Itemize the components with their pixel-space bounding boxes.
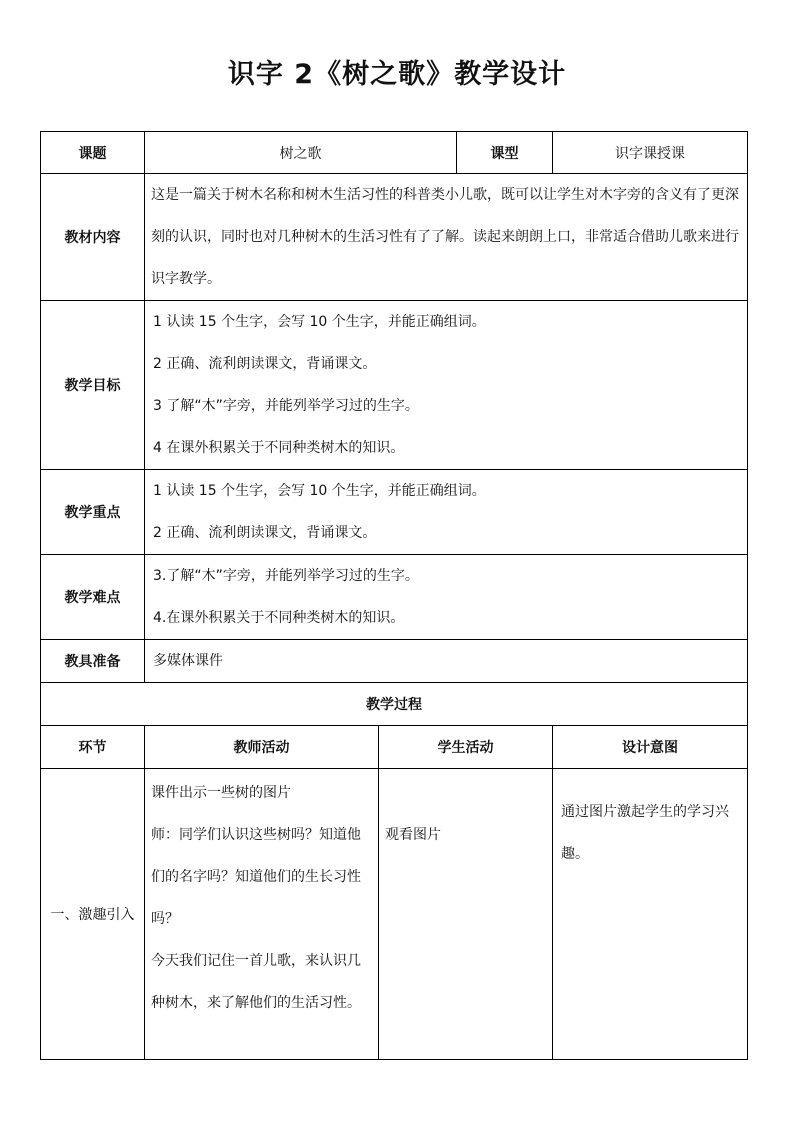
process-heading-row [41, 683, 748, 726]
key-points-label: 教学重点 [41, 470, 145, 555]
teacher-activity-line: 今天我们记住一首儿歌，来认识几种树木，来了解他们的生活习性。 [151, 953, 361, 1011]
process-row [41, 769, 748, 1060]
content-label: 教材内容 [41, 174, 145, 301]
student-activity-cell: 观看图片 [379, 769, 553, 1060]
goals-row [41, 301, 748, 470]
teacher-activity-line: 课件出示一些树的图片 [151, 785, 291, 801]
key-points-row [41, 470, 748, 555]
goal-item: 3 了解“木”字旁，并能列举学习过的生字。 [153, 398, 419, 414]
tools-row [41, 640, 748, 683]
goal-item: 1 认读 15 个生字，会写 10 个生字，并能正确组词。 [153, 314, 486, 330]
key-points-list [145, 470, 748, 555]
goal-item: 4 在课外积累关于不同种类树木的知识。 [153, 440, 405, 456]
type-label: 课型 [457, 132, 553, 174]
teacher-activity-cell [145, 769, 379, 1060]
tools-value: 多媒体课件 [145, 640, 748, 683]
lesson-plan-table [40, 131, 748, 1060]
teacher-activity-line: 师：同学们认识这些树吗？知道他们的名字吗？知道他们的生长习性吗？ [151, 827, 361, 927]
tools-label: 教具准备 [41, 640, 145, 683]
goals-list [145, 301, 748, 470]
difficulties-list [145, 555, 748, 640]
key-point-item: 1 认读 15 个生字，会写 10 个生字，并能正确组词。 [153, 483, 486, 499]
column-teacher: 教师活动 [145, 726, 379, 769]
column-stage: 环节 [41, 726, 145, 769]
topic-label: 课题 [41, 132, 145, 174]
key-point-item: 2 正确、流利朗读课文，背诵课文。 [153, 525, 377, 541]
difficulties-row [41, 555, 748, 640]
difficulty-item: 4.在课外积累关于不同种类树木的知识。 [153, 610, 405, 626]
column-intent: 设计意图 [553, 726, 748, 769]
process-heading: 教学过程 [41, 683, 748, 726]
topic-row [41, 132, 748, 174]
difficulties-label: 教学难点 [41, 555, 145, 640]
column-student: 学生活动 [379, 726, 553, 769]
content-text: 这是一篇关于树木名称和树木生活习性的科普类小儿歌，既可以让学生对木字旁的含义有了更深刻的认识，同时也对几种树木的生活习性有了了解。读起来朗朗上口，非常适合借助儿歌来进行识字教学。 [145, 174, 748, 301]
page-title: 识字 2《树之歌》教学设计 [227, 59, 567, 90]
process-header-row [41, 726, 748, 769]
content-row [41, 174, 748, 301]
topic-value: 树之歌 [145, 132, 457, 174]
stage-cell: 一、激趣引入 [41, 769, 145, 1060]
type-value: 识字课授课 [553, 132, 748, 174]
goals-label: 教学目标 [41, 301, 145, 470]
design-intent-cell: 通过图片激起学生的学习兴趣。 [553, 769, 748, 1060]
goal-item: 2 正确、流利朗读课文，背诵课文。 [153, 356, 377, 372]
difficulty-item: 3.了解“木”字旁，并能列举学习过的生字。 [153, 568, 419, 584]
